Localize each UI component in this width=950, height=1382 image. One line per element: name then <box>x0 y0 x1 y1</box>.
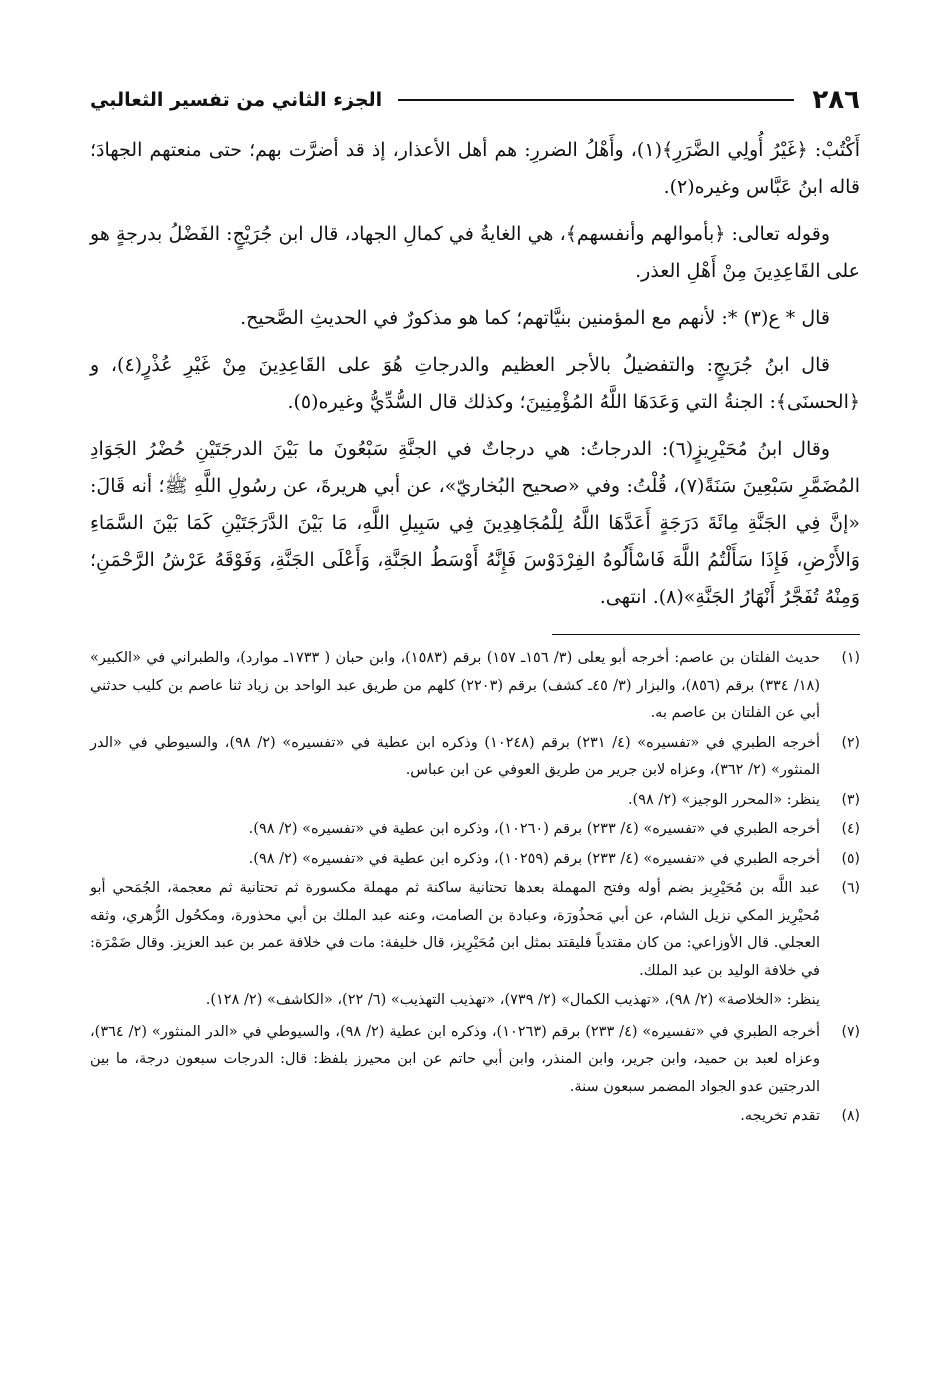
footnote-text: تقدم تخريجه. <box>740 1108 820 1124</box>
footnote-number: (٨) <box>841 1108 860 1124</box>
paragraph: قال ابنُ جُرَيجٍ: والتفضيلُ بالأجر العظيم والدرجاتِ هُوَ على القَاعِدِينَ مِنْ غَيْرِ عُذْرٍ(٤)، و ﴿الحسنَى﴾: الجنةُ التي وَعَدَهَا اللَّهُ المُؤْمِنِينَ؛ وكذلك قال السُّدِّيُّ وغيره(٥). <box>90 354 860 413</box>
footnote <box>90 875 860 985</box>
footnote-number: (٣) <box>841 791 860 808</box>
footnote <box>90 645 860 728</box>
running-title: الجزء الثاني من تفسير الثعالبي <box>90 89 383 111</box>
header-rule <box>398 99 794 101</box>
footnote-text: عبد اللَّه بن مُحَيْرِيز بضم أوله وفتح المهملة بعدها تحتانية ساكنة ثم مهملة مكسورة ثم تحتانية ثم معجمة، الجُمَحي أبو مُحيْرِيز المكي نزيل الشام، عن أبي مَحذُورَة، وعبادة بن الصامت، وعنه عبد الملك بن أبي محذورة، ومكحُول الزُّهري، وثقه العجلي. قال الأوزاعي: من كان مقتدياً فليقتد بمثل ابن مُحَيْرِيز، قال خليفة: مات في خلافة عمر بن عبد العزيز. وقال ضَمْرَة: في خلافة الوليد بن عبد الملك. <box>90 880 820 979</box>
footnote-number: (٥) <box>841 850 860 867</box>
footnotes <box>90 645 860 1131</box>
footnote-text: حديث الفلتان بن عاصم: أخرجه أبو يعلى (٣/ ١٥٦ـ ١٥٧) برقم (١٥٨٣)، وابن حبان ( ١٧٣٣ـ موارد)، والطبراني في «الكبير» (١٨/ ٣٣٤) برقم (٨٥٦)، والبزار (٣/ ٤٥ـ كشف) برقم (٢٢٠٣) كلهم من طريق عبد الواحد بن زياد ثنا عاصم بن كليب حدثني أبي عن الفلتان بن عاصم به. <box>90 650 821 721</box>
paragraph: وقال ابنُ مُحَيْرِيزٍ(٦): الدرجاتُ: هي درجاتٌ في الجنَّةِ سَبْعُونَ ما بَيْنَ الدرجَتَيْنِ حُضْرُ الجَوَادِ المُضَمَّرِ سَبْعِينَ سَنَةً(٧)، قُلْتُ: وفي «صحيح البُخاريّ»، عن أبي هريرةَ، عن رسُولِ اللَّهِ ﷺ؛ أنه قَالَ: «إنَّ فِي الجَنَّةِ مِائَةَ دَرَجَةٍ أَعَدَّهَا اللَّهُ لِلْمُجَاهِدِينَ فِي سَبِيلِ اللَّهِ، مَا بَيْنَ الدَّرَجَتَيْنِ كَمَا بَيْنَ السَّمَاءِ وَالأَرْضِ، فَإِذَا سَأَلْتُمُ اللَّهَ فَاسْأَلُوهُ الفِرْدَوْسَ فَإِنَّهُ أَوْسَطُ الجَنَّةِ، وَأَعْلَى الجَنَّةِ، وَفَوْقَهُ عَرْشُ الرَّحْمَنِ؛ وَمِنْهُ تُفَجَّرُ أَنْهَارُ الجَنَّةِ»(٨). انتهى. <box>90 438 860 608</box>
footnote-references: ينظر: «الخلاصة» (٢/ ٩٨)، «تهذيب الكمال» (٢/ ٧٣٩)، «تهذيب التهذيب» (٦/ ٢٢)، «الكاشف» (٢/ ١٢٨). <box>205 992 820 1008</box>
footnote <box>90 816 860 844</box>
footnote <box>90 1103 860 1131</box>
page-number: ٢٨٦ <box>812 85 860 115</box>
main-text <box>90 132 860 616</box>
paragraph: وقوله تعالى: ﴿بأموالهم وأنفسهم﴾، هي الغايةُ في كمالِ الجهاد، قال ابن جُرَيْجٍ: الفَضْلُ بدرجةٍ هو على القَاعِدِينَ مِنْ أَهْلِ العذر. <box>90 223 860 282</box>
footnote-number: (٦) <box>841 880 860 896</box>
footnote-text: أخرجه الطبري في «تفسيره» (٤/ ٢٣٣) برقم (١٠٢٥٩)، وذكره ابن عطية في «تفسيره» (٢/ ٩٨). <box>248 850 820 867</box>
paragraph: أَكْتُبْ: ﴿غَيْرُ أُولِي الضَّرَرِ﴾(١)، وأَهْلُ الضررِ: هم أهل الأعذار، إذ قد أضرَّت بهم؛ حتى منعتهم الجهادَ؛ قاله ابنُ عَبَّاس وغيره(٢). <box>90 139 860 198</box>
book-page <box>90 78 860 1133</box>
footnote-number: (٢) <box>841 734 860 751</box>
footnote-number: (١) <box>841 650 860 666</box>
footnote-number: (٤) <box>841 821 860 837</box>
footnote-text: أخرجه الطبري في «تفسيره» (٤/ ٢٣٣) برقم (١٠٢٦٣)، وذكره ابن عطية (٢/ ٩٨)، والسيوطي في «الدر المنثور» (٢/ ٣٦٤)، وعزاه لعبد بن حميد، وابن جرير، وابن المنذر، وابن أبي حاتم عن ابن محيرز بلفظ: قال: الدرجات سبعون درجة، ما بين الدرجتين عدو الجواد المضمر سبعون سنة. <box>90 1023 820 1095</box>
footnote-text: ينظر: «المحرر الوجيز» (٢/ ٩٨). <box>627 791 820 808</box>
footnote <box>90 1019 860 1102</box>
footnote-text: أخرجه الطبري في «تفسيره» (٤/ ٢٣١) برقم (١٠٢٤٨) وذكره ابن عطية في «تفسيره» (٢/ ٩٨)، والسيوطي في «الدر المنثور» (٢/ ٣٦٢)، وعزاه لابن جرير من طريق العوفي عن ابن عباس. <box>90 734 821 778</box>
paragraph: قال * ع(٣) *: لأنهم مع المؤمنين بنيَّاتهم؛ كما هو مذكورٌ في الحديثِ الصَّحيح. <box>240 307 830 329</box>
footnote-number: (٧) <box>841 1023 860 1040</box>
footnote <box>90 846 860 874</box>
page-header <box>90 78 860 122</box>
footnote-divider <box>552 634 860 635</box>
footnote <box>90 787 860 815</box>
footnote <box>90 730 860 785</box>
footnote-text: أخرجه الطبري في «تفسيره» (٤/ ٢٣٣) برقم (١٠٢٦٠)، وذكره ابن عطية في «تفسيره» (٢/ ٩٨). <box>248 821 820 837</box>
